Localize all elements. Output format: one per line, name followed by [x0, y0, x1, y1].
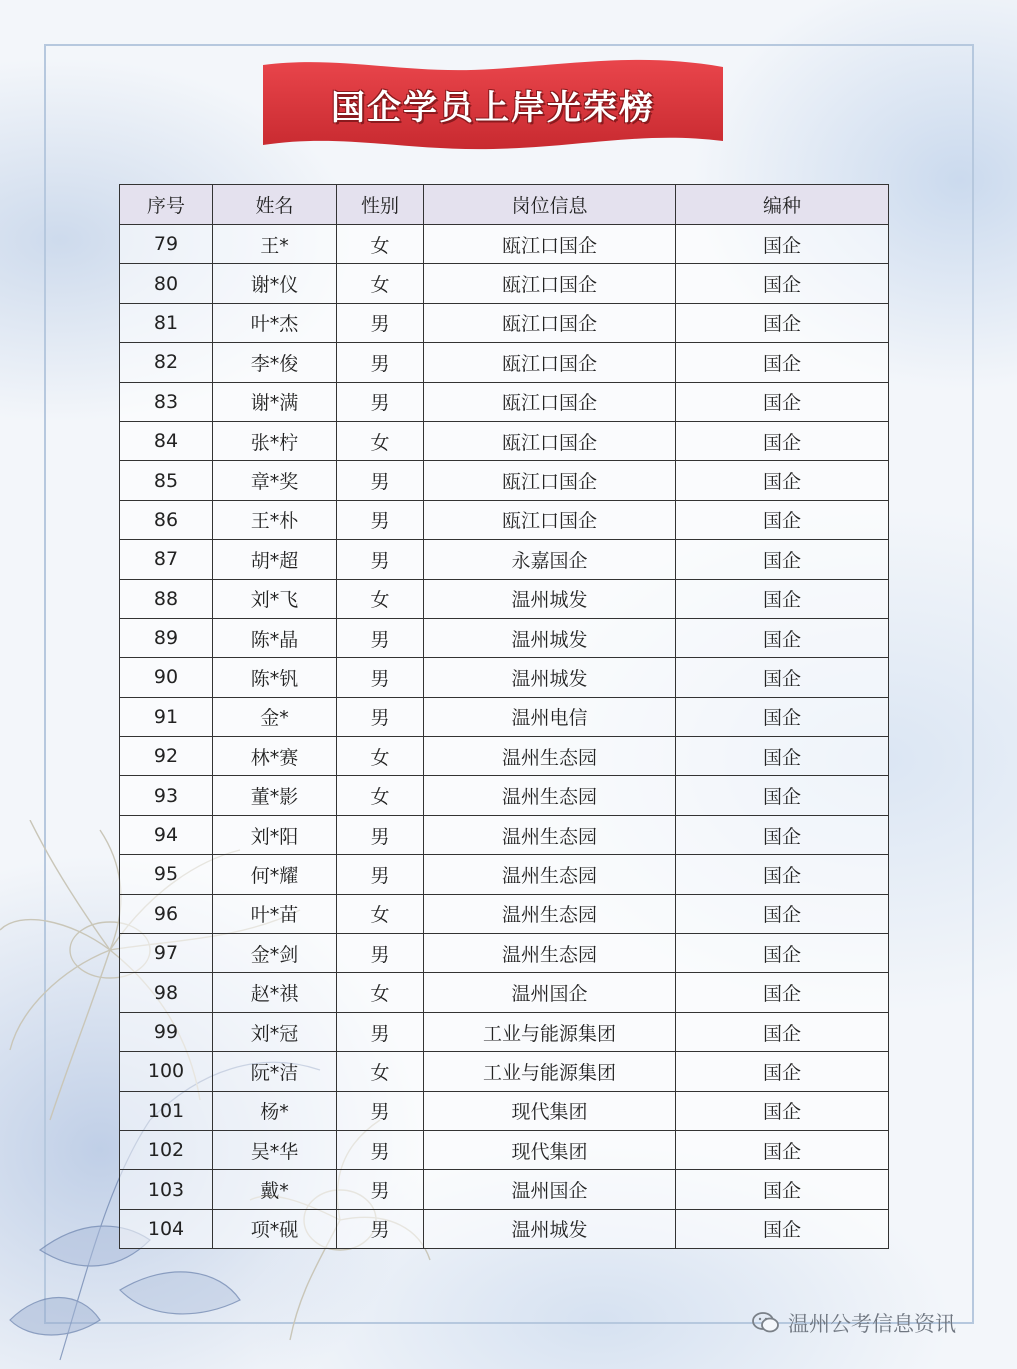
cell-seq: 88: [120, 579, 213, 618]
cell-category: 国企: [676, 382, 889, 421]
cell-position: 温州国企: [424, 1170, 676, 1209]
cell-gender: 男: [337, 934, 424, 973]
cell-gender: 男: [337, 1012, 424, 1051]
table-row: [120, 421, 889, 460]
table-row: [120, 264, 889, 303]
cell-gender: 男: [337, 303, 424, 342]
cell-position: 温州生态园: [424, 737, 676, 776]
cell-name: 金*剑: [213, 934, 337, 973]
cell-name: 金*: [213, 697, 337, 736]
cell-name: 王*: [213, 225, 337, 264]
cell-position: 现代集团: [424, 1130, 676, 1169]
cell-gender: 男: [337, 500, 424, 539]
cell-category: 国企: [676, 1209, 889, 1248]
cell-category: 国企: [676, 934, 889, 973]
header-name: 姓名: [213, 185, 337, 225]
cell-category: 国企: [676, 618, 889, 657]
table-row: [120, 461, 889, 500]
cell-gender: 女: [337, 579, 424, 618]
cell-position: 温州电信: [424, 697, 676, 736]
cell-position: 永嘉国企: [424, 540, 676, 579]
table-row: [120, 776, 889, 815]
cell-seq: 85: [120, 461, 213, 500]
cell-name: 胡*超: [213, 540, 337, 579]
cell-gender: 男: [337, 1130, 424, 1169]
cell-position: 瓯江口国企: [424, 303, 676, 342]
table-row: [120, 1091, 889, 1130]
cell-category: 国企: [676, 1091, 889, 1130]
cell-seq: 100: [120, 1052, 213, 1091]
table-row: [120, 225, 889, 264]
cell-category: 国企: [676, 421, 889, 460]
cell-seq: 87: [120, 540, 213, 579]
cell-position: 瓯江口国企: [424, 421, 676, 460]
cell-position: 温州生态园: [424, 815, 676, 854]
cell-name: 刘*阳: [213, 815, 337, 854]
cell-name: 叶*杰: [213, 303, 337, 342]
cell-seq: 82: [120, 343, 213, 382]
cell-name: 赵*祺: [213, 973, 337, 1012]
table-row: [120, 579, 889, 618]
header-gender: 性别: [337, 185, 424, 225]
cell-name: 董*影: [213, 776, 337, 815]
cell-name: 吴*华: [213, 1130, 337, 1169]
table-row: [120, 382, 889, 421]
cell-position: 温州生态园: [424, 855, 676, 894]
cell-seq: 83: [120, 382, 213, 421]
cell-name: 叶*苗: [213, 894, 337, 933]
cell-name: 刘*冠: [213, 1012, 337, 1051]
table-header-row: [120, 185, 889, 225]
cell-gender: 女: [337, 776, 424, 815]
cell-category: 国企: [676, 225, 889, 264]
cell-name: 张*柠: [213, 421, 337, 460]
cell-seq: 81: [120, 303, 213, 342]
cell-position: 瓯江口国企: [424, 264, 676, 303]
cell-category: 国企: [676, 540, 889, 579]
cell-name: 陈*钒: [213, 658, 337, 697]
cell-position: 温州生态园: [424, 934, 676, 973]
cell-name: 林*赛: [213, 737, 337, 776]
cell-gender: 男: [337, 855, 424, 894]
cell-category: 国企: [676, 815, 889, 854]
cell-category: 国企: [676, 855, 889, 894]
table-row: [120, 343, 889, 382]
cell-position: 温州生态园: [424, 894, 676, 933]
cell-position: 瓯江口国企: [424, 343, 676, 382]
table-row: [120, 303, 889, 342]
cell-seq: 97: [120, 934, 213, 973]
cell-position: 温州城发: [424, 579, 676, 618]
cell-gender: 男: [337, 658, 424, 697]
table-row: [120, 973, 889, 1012]
cell-seq: 104: [120, 1209, 213, 1248]
table-row: [120, 894, 889, 933]
cell-name: 阮*洁: [213, 1052, 337, 1091]
cell-seq: 96: [120, 894, 213, 933]
cell-name: 谢*满: [213, 382, 337, 421]
cell-gender: 女: [337, 264, 424, 303]
cell-position: 瓯江口国企: [424, 382, 676, 421]
cell-position: 瓯江口国企: [424, 225, 676, 264]
cell-category: 国企: [676, 264, 889, 303]
cell-category: 国企: [676, 303, 889, 342]
cell-seq: 80: [120, 264, 213, 303]
cell-gender: 女: [337, 1052, 424, 1091]
table-row: [120, 934, 889, 973]
watermark: [752, 1308, 956, 1338]
cell-gender: 男: [337, 697, 424, 736]
cell-category: 国企: [676, 500, 889, 539]
table-body: [120, 225, 889, 1249]
cell-seq: 98: [120, 973, 213, 1012]
header-seq: 序号: [120, 185, 213, 225]
cell-position: 温州城发: [424, 658, 676, 697]
cell-seq: 90: [120, 658, 213, 697]
cell-category: 国企: [676, 1012, 889, 1051]
cell-name: 戴*: [213, 1170, 337, 1209]
cell-position: 工业与能源集团: [424, 1012, 676, 1051]
cell-name: 杨*: [213, 1091, 337, 1130]
cell-name: 李*俊: [213, 343, 337, 382]
cell-gender: 女: [337, 737, 424, 776]
table-row: [120, 697, 889, 736]
cell-gender: 男: [337, 461, 424, 500]
cell-gender: 男: [337, 540, 424, 579]
cell-name: 何*耀: [213, 855, 337, 894]
cell-position: 温州国企: [424, 973, 676, 1012]
cell-seq: 93: [120, 776, 213, 815]
cell-name: 章*奖: [213, 461, 337, 500]
cell-category: 国企: [676, 973, 889, 1012]
cell-gender: 女: [337, 894, 424, 933]
cell-seq: 91: [120, 697, 213, 736]
cell-seq: 84: [120, 421, 213, 460]
cell-position: 温州城发: [424, 1209, 676, 1248]
table-row: [120, 658, 889, 697]
cell-category: 国企: [676, 737, 889, 776]
cell-name: 谢*仪: [213, 264, 337, 303]
cell-seq: 86: [120, 500, 213, 539]
cell-seq: 99: [120, 1012, 213, 1051]
table-row: [120, 1170, 889, 1209]
cell-gender: 男: [337, 382, 424, 421]
table-row: [120, 855, 889, 894]
cell-seq: 103: [120, 1170, 213, 1209]
cell-seq: 101: [120, 1091, 213, 1130]
cell-position: 现代集团: [424, 1091, 676, 1130]
cell-name: 陈*晶: [213, 618, 337, 657]
table-row: [120, 1130, 889, 1169]
cell-seq: 89: [120, 618, 213, 657]
header-position: 岗位信息: [424, 185, 676, 225]
table-row: [120, 1012, 889, 1051]
table-row: [120, 737, 889, 776]
table-row: [120, 1052, 889, 1091]
cell-gender: 男: [337, 1209, 424, 1248]
page-title: 国企学员上岸光荣榜: [331, 88, 655, 128]
table-row: [120, 618, 889, 657]
cell-category: 国企: [676, 1170, 889, 1209]
cell-category: 国企: [676, 776, 889, 815]
cell-category: 国企: [676, 461, 889, 500]
cell-gender: 男: [337, 815, 424, 854]
cell-category: 国企: [676, 697, 889, 736]
cell-seq: 92: [120, 737, 213, 776]
header-category: 编种: [676, 185, 889, 225]
cell-category: 国企: [676, 658, 889, 697]
table-row: [120, 1209, 889, 1248]
cell-name: 刘*飞: [213, 579, 337, 618]
cell-gender: 女: [337, 225, 424, 264]
cell-gender: 男: [337, 618, 424, 657]
cell-gender: 男: [337, 343, 424, 382]
roster-table: [119, 184, 889, 1249]
cell-name: 项*砚: [213, 1209, 337, 1248]
cell-category: 国企: [676, 343, 889, 382]
cell-category: 国企: [676, 1130, 889, 1169]
wechat-icon: [752, 1311, 780, 1335]
table-row: [120, 500, 889, 539]
cell-seq: 94: [120, 815, 213, 854]
cell-category: 国企: [676, 1052, 889, 1091]
cell-seq: 102: [120, 1130, 213, 1169]
table-row: [120, 540, 889, 579]
cell-seq: 79: [120, 225, 213, 264]
cell-category: 国企: [676, 894, 889, 933]
cell-position: 温州生态园: [424, 776, 676, 815]
cell-position: 温州城发: [424, 618, 676, 657]
cell-name: 王*朴: [213, 500, 337, 539]
watermark-text: 温州公考信息资讯: [788, 1312, 956, 1336]
cell-gender: 女: [337, 973, 424, 1012]
table-row: [120, 815, 889, 854]
cell-category: 国企: [676, 579, 889, 618]
cell-gender: 男: [337, 1170, 424, 1209]
cell-position: 瓯江口国企: [424, 461, 676, 500]
cell-seq: 95: [120, 855, 213, 894]
cell-gender: 女: [337, 421, 424, 460]
cell-position: 工业与能源集团: [424, 1052, 676, 1091]
cell-gender: 男: [337, 1091, 424, 1130]
cell-position: 瓯江口国企: [424, 500, 676, 539]
